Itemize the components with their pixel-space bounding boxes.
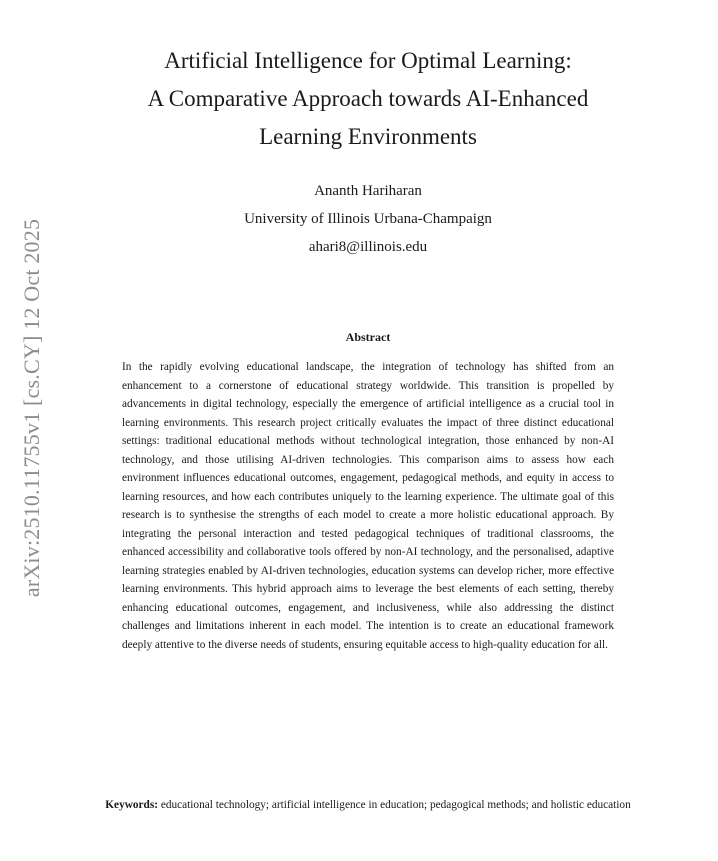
author-affiliation: University of Illinois Urbana-Champaign [244,211,492,227]
title-line-3: Learning Environments [259,124,477,149]
title-line-2: A Comparative Approach towards AI-Enhanced [147,86,589,111]
title-line-1: Artificial Intelligence for Optimal Learning: [164,48,572,73]
author-block [140,177,596,261]
keywords-label: Keywords: [105,799,158,811]
author-email: ahari8@illinois.edu [308,239,428,255]
abstract-heading: Abstract [345,330,391,344]
keywords-line [80,794,656,816]
arxiv-identifier: arXiv:2510.11755v1 [cs.CY] 12 Oct 2025 [19,218,44,598]
abstract-body: In the rapidly evolving educational landscape, the integration of technology has shifted from an enhancement to a cornerstone of educational strategy worldwide. This transition is propelled by advancements in digital technology, especially the emergence of artificial intelligence as a crucial tool in learning environments. This research project critically evaluates the impact of three distinct educational settings: traditional educational methods without technological integration, those enhanced by non-AI technology, and those utilising AI-driven technologies. This comparison aims to assess how each environment influences educational outcomes, engagement, pedagogical methods, and equity in access to learning resources, and how each contributes uniquely to the learning experience. The ultimate goal of this research is to synthesise the strengths of each model to create a more holistic educational approach. By integrating the personal interaction and tested pedagogical techniques of traditional classrooms, the enhanced accessibility and collaborative tools offered by non-AI technology, and the personalised, adaptive learning strategies enabled by AI-driven technologies, education systems can develop richer, more effective learning environments. This hybrid approach aims to leverage the best elements of each setting, thereby enhancing educational outcomes, engagement, and inclusiveness, while also addressing the distinct challenges and limitations inherent in each model. The intention is to create an educational framework deeply attentive to the diverse needs of students, ensuring equitable access to high-quality education for all. [122,361,614,651]
paper-title [80,42,656,156]
keywords-text: educational technology; artificial intelligence in education; pedagogical methods; and holistic education [160,799,631,811]
author-name: Ananth Hariharan [314,183,422,199]
